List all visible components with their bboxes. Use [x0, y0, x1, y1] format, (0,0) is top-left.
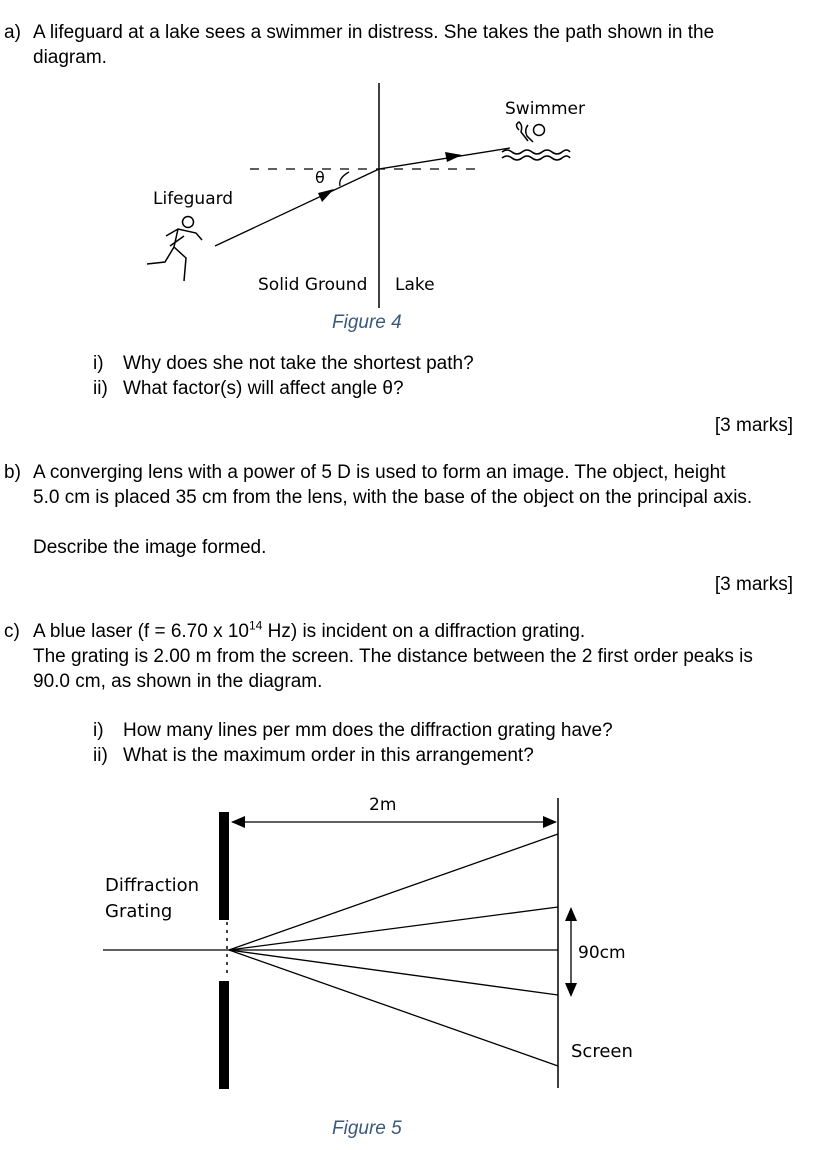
part-a-q2-number: ii) — [93, 378, 108, 399]
part-b-line1: A converging lens with a power of 5 D is used to form an image. The object, height — [33, 462, 726, 483]
part-a-line1: A lifeguard at a lake sees a swimmer in distress. She takes the path shown in the — [33, 22, 715, 43]
figure-5-caption: Figure 5 — [332, 1118, 402, 1139]
figure-4-caption: Figure 4 — [332, 312, 402, 333]
part-c-q1-text: How many lines per mm does the diffraction grating have? — [123, 720, 613, 741]
part-a-q1-text: Why does she not take the shortest path? — [123, 353, 474, 374]
ray-second-order-lower — [229, 950, 558, 1066]
lake-label: Lake — [395, 275, 435, 295]
part-c-line1-exponent: 14 — [249, 618, 263, 633]
separation-arrow-top-head — [565, 907, 577, 921]
swimmer-label: Swimmer — [505, 99, 585, 119]
ray-second-order-upper — [229, 834, 558, 950]
grating-label-line2: Grating — [105, 901, 173, 922]
grating-bar-top — [219, 812, 229, 920]
part-b-marks: [3 marks] — [714, 574, 793, 595]
part-c-line3: 90.0 cm, as shown in the diagram. — [33, 671, 323, 692]
part-b-label: b) — [4, 462, 21, 483]
lifeguard-label: Lifeguard — [153, 189, 234, 209]
part-c-line1-post: Hz) is incident on a diffraction grating. — [262, 621, 586, 642]
part-a-line2: diagram. — [33, 47, 107, 68]
part-a-marks: [3 marks] — [714, 415, 793, 436]
part-a-label: a) — [4, 22, 21, 43]
grating-bar-bottom — [219, 981, 229, 1089]
distance-arrow-left-head — [231, 816, 245, 828]
part-c-q2-number: ii) — [93, 745, 108, 766]
part-c-label: c) — [4, 621, 20, 642]
separation-arrow-bottom-head — [565, 983, 577, 997]
ray-first-order-upper — [229, 907, 558, 950]
grating-label-line1: Diffraction — [105, 875, 200, 896]
part-b-line3: Describe the image formed. — [33, 537, 267, 558]
part-c-q1-number: i) — [93, 720, 104, 741]
screen-label: Screen — [571, 1041, 633, 1062]
theta-label: θ — [315, 168, 325, 187]
part-c-q2-text: What is the maximum order in this arrangement? — [123, 745, 534, 766]
distance-arrow-right-head — [543, 816, 557, 828]
ray-first-order-lower — [229, 950, 558, 995]
distance-2m-label: 2m — [369, 795, 397, 815]
part-b-line2: 5.0 cm is placed 35 cm from the lens, with the base of the object on the principal axis. — [33, 487, 753, 508]
solid-ground-label: Solid Ground — [258, 275, 368, 295]
part-c-line2: The grating is 2.00 m from the screen. The distance between the 2 first order peaks is — [33, 646, 753, 667]
part-a-q2-text: What factor(s) will affect angle θ? — [123, 378, 404, 399]
separation-90cm-label: 90cm — [578, 943, 626, 963]
part-a-q1-number: i) — [93, 353, 104, 374]
part-c-line1-pre: A blue laser (f = 6.70 x 10 — [33, 621, 249, 642]
